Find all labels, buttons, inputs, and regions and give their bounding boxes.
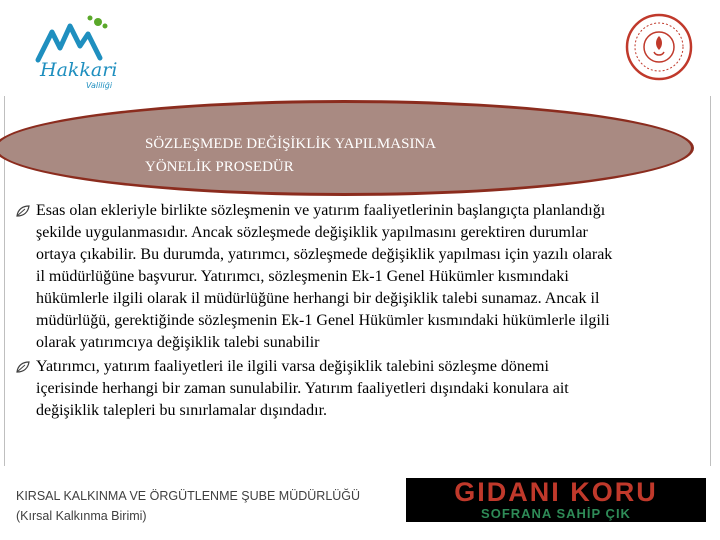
ministry-seal-icon xyxy=(624,12,694,82)
bullet-line: şekilde uygulanmasıdır. Ancak sözleşmede değişiklik yapılmasını gerektiren durumlar xyxy=(36,224,588,241)
bullet-line: Yatırımcı, yatırım faaliyetleri ile ilgili varsa değişiklik talebini sözleşme dönemi xyxy=(36,358,549,375)
banner-main-text: GIDANI KORU xyxy=(454,478,658,507)
slide-content xyxy=(14,200,702,424)
page-title xyxy=(145,133,436,179)
footer-department xyxy=(16,486,360,526)
title-line-1: SÖZLEŞMEDE DEĞİŞİKLİK YAPILMASINA xyxy=(145,136,437,152)
bullet-line: ortaya çıkabilir. Bu durumda, yatırımcı, sözleşmede değişiklik yapılması için yazılı olarak xyxy=(36,246,613,263)
bullet-line: Esas olan ekleriyle birlikte sözleşmenin ve yatırım faaliyetlerinin başlangıçta planlandığı xyxy=(36,202,606,219)
bullet-line: müdürlüğü, gerektiğinde sözleşmenin Ek-1 Genel Hükümler kısmındaki hükümlerle ilgili xyxy=(36,312,610,329)
title-line-2: YÖNELİK PROSEDÜR xyxy=(145,159,294,175)
bullet-line: il müdürlüğüne başvurur. Yatırımcı, sözleşmenin Ek-1 Genel Hükümler kısmındaki xyxy=(36,268,569,285)
hakkari-valiligi-logo-icon xyxy=(28,12,128,90)
bullet-line: hükümlerle ilgili olarak il müdürlüğüne herhangi bir değişiklik talebi sunamaz. Ancak il xyxy=(36,290,600,307)
bullet-line: olarak yatırımcıya değişiklik talebi sunabilir xyxy=(36,334,320,351)
bullet-line: değişiklik talepleri bu sınırlamalar dışındadır. xyxy=(36,402,328,419)
logo-text: Hakkari xyxy=(40,59,118,81)
bullet-leaf-icon xyxy=(16,204,30,218)
footer-line-1: KIRSAL KALKINMA VE ÖRGÜTLENME ŞUBE MÜDÜRLÜĞÜ xyxy=(16,489,361,503)
logo-subtext: Valiliği xyxy=(86,81,113,90)
bullet-line: içerisinde herhangi bir zaman sunulabilir. Yatırım faaliyetleri dışındaki konulara ait xyxy=(36,380,569,397)
banner-sub-text: SOFRANA SAHİP ÇIK xyxy=(481,506,631,521)
bullet-leaf-icon xyxy=(16,360,30,374)
gidani-koru-banner xyxy=(406,478,706,522)
list-item xyxy=(14,356,702,422)
slide-frame-right xyxy=(710,96,711,466)
footer-line-2: (Kırsal Kalkınma Birimi) xyxy=(16,509,147,523)
list-item xyxy=(14,200,702,354)
